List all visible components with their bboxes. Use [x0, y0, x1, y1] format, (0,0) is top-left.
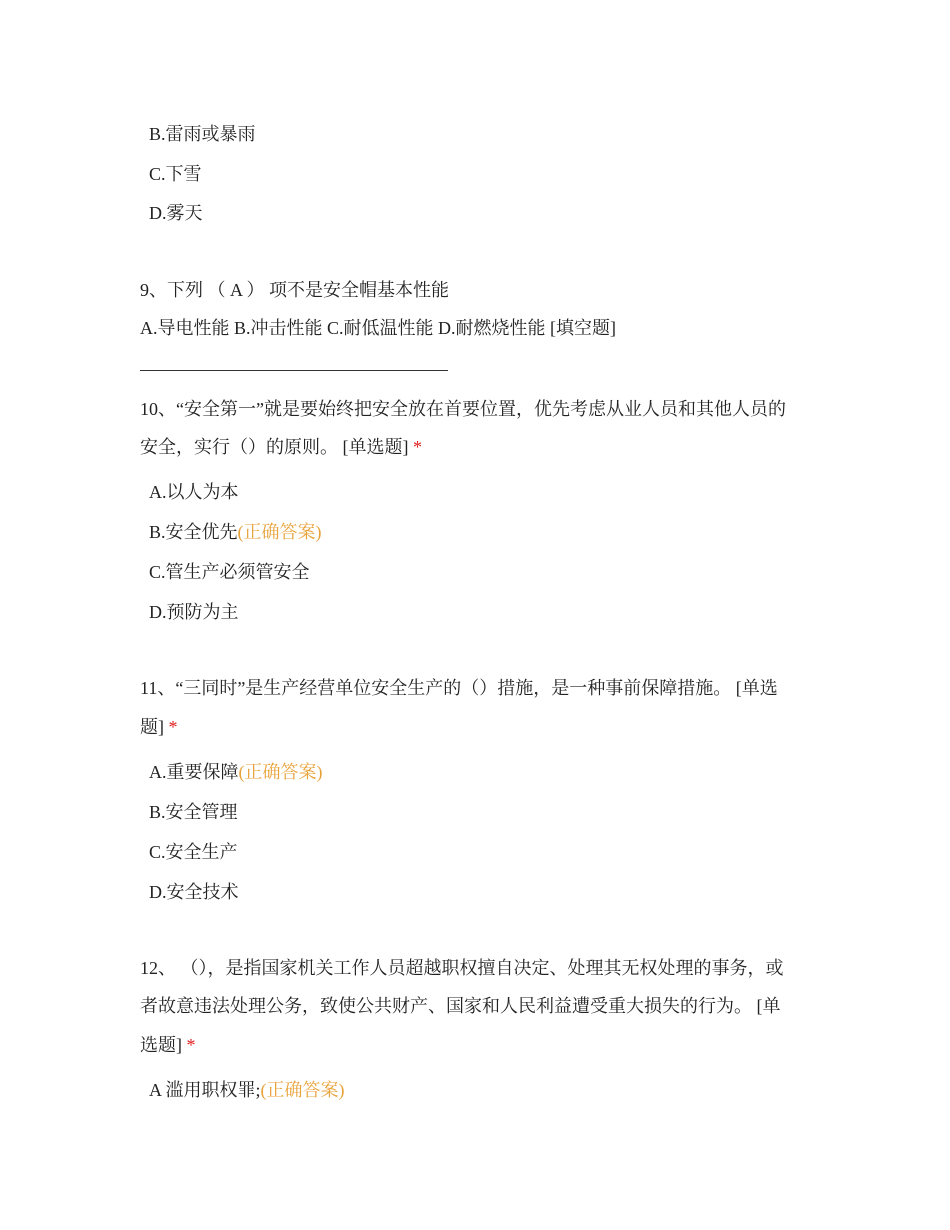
q8-option-b: B.雷雨或暴雨 [149, 124, 256, 144]
required-marker: * [413, 437, 422, 457]
option-label: B.安全管理 [149, 802, 238, 822]
q11-title-text: 题] [140, 717, 164, 737]
q11-option-a [149, 760, 323, 784]
q8-option-d: D.雾天 [149, 203, 203, 223]
required-marker: * [186, 1035, 196, 1055]
option-label: C.安全生产 [149, 842, 238, 862]
option-label: A.以人为本 [149, 482, 239, 502]
correct-answer-tag: (正确答案) [238, 762, 323, 782]
q11-title-line1: 11、“三同时”是生产经营单位安全生产的（）措施，是一种事前保障措施。 [单选 [140, 678, 778, 698]
q10-option-c [149, 560, 310, 584]
q10-option-a [149, 480, 239, 504]
q9-title: 9、下列 （ A ） 项不是安全帽基本性能 [140, 280, 450, 300]
q10-title-text: 安全，实行（）的原则。 [单选题] [140, 437, 409, 457]
q9-body: A.导电性能 B.冲击性能 C.耐低温性能 D.耐燃烧性能 [填空题] [140, 318, 616, 338]
correct-answer-tag: (正确答案) [260, 1080, 345, 1100]
q8-option-c: C.下雪 [149, 164, 202, 184]
q11-title-line2 [140, 715, 178, 739]
option-label: A.重要保障 [149, 762, 239, 782]
q9-answer-blank [140, 370, 448, 371]
option-label: C.管生产必须管安全 [149, 562, 310, 582]
required-marker: * [168, 717, 178, 737]
q10-title-line1: 10、“安全第一”就是要始终把安全放在首要位置，优先考虑从业人员和其他人员的 [140, 399, 786, 419]
q12-title-text: 选题] [140, 1035, 182, 1055]
q11-option-c [149, 840, 238, 864]
q11-option-d [149, 880, 239, 904]
option-label: D.预防为主 [149, 602, 239, 622]
correct-answer-tag: (正确答案) [237, 522, 322, 542]
q12-option-a [149, 1078, 345, 1102]
q12-title-line1: 12、 （），是指国家机关工作人员超越职权擅自决定、处理其无权处理的事务，或 [140, 958, 784, 978]
q12-title-line3 [140, 1033, 196, 1057]
q11-option-b [149, 800, 238, 824]
q10-title-line2 [140, 435, 422, 459]
q10-option-d [149, 600, 239, 624]
option-label: D.安全技术 [149, 882, 239, 902]
q10-option-b [149, 520, 322, 544]
option-label: B.安全优先 [149, 522, 238, 542]
q12-title-line2: 者故意违法处理公务，致使公共财产、国家和人民利益遭受重大损失的行为。 [单 [140, 996, 781, 1016]
option-label: A 滥用职权罪; [149, 1080, 261, 1100]
